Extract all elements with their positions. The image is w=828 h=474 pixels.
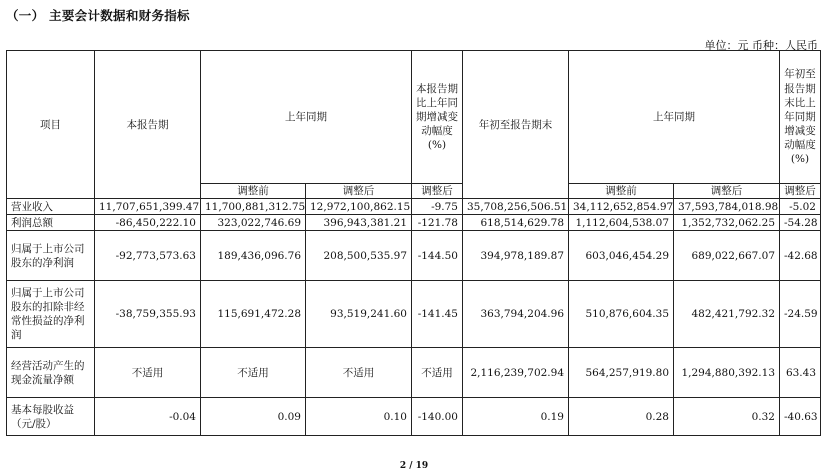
header-row-1 (7, 51, 821, 184)
header-before-adjustment-ytd: 调整前 (569, 184, 674, 199)
table-row (7, 348, 821, 398)
cell-ytd: 2,116,239,702.94 (463, 348, 569, 398)
header-change-ytd: 年初至报告期末比上年同期增减变动幅度(%) (780, 51, 821, 184)
cell-ytd: 0.19 (463, 398, 569, 436)
cell-ytd-change: -54.28 (780, 215, 821, 231)
header-after-adjustment-ytd: 调整后 (674, 184, 780, 199)
cell-prev-before: 0.09 (201, 398, 306, 436)
table-row (7, 281, 821, 348)
cell-prev-after: 93,519,241.60 (306, 281, 412, 348)
cell-prev-before: 不适用 (201, 348, 306, 398)
cell-change: 不适用 (412, 348, 463, 398)
cell-ytd-change: -42.68 (780, 231, 821, 281)
cell-ytd-prev-before: 0.28 (569, 398, 674, 436)
header-after-adjustment-ytd-change: 调整后 (780, 184, 821, 199)
cell-current: 11,707,651,399.47 (95, 199, 201, 215)
row-label: 营业收入 (7, 199, 95, 215)
table-row (7, 215, 821, 231)
cell-prev-before: 323,022,746.69 (201, 215, 306, 231)
table-row (7, 231, 821, 281)
table-row (7, 199, 821, 215)
cell-prev-before: 189,436,096.76 (201, 231, 306, 281)
header-after-adjustment: 调整后 (306, 184, 412, 199)
header-ytd: 年初至报告期末 (463, 51, 569, 199)
cell-ytd-prev-after: 1,352,732,062.25 (674, 215, 780, 231)
cell-ytd: 394,978,189.87 (463, 231, 569, 281)
row-label: 归属于上市公司股东的净利润 (7, 231, 95, 281)
cell-prev-after: 不适用 (306, 348, 412, 398)
cell-current: 不适用 (95, 348, 201, 398)
header-change-current: 本报告期比上年同期增减变动幅度(%) (412, 51, 463, 184)
cell-change: -9.75 (412, 199, 463, 215)
cell-ytd-change: 63.43 (780, 348, 821, 398)
cell-prev-after: 12,972,100,862.15 (306, 199, 412, 215)
cell-change: -140.00 (412, 398, 463, 436)
cell-ytd-change: -5.02 (780, 199, 821, 215)
cell-change: -144.50 (412, 231, 463, 281)
cell-change: -141.45 (412, 281, 463, 348)
header-current-period: 本报告期 (95, 51, 201, 199)
cell-ytd-change: -40.63 (780, 398, 821, 436)
cell-current: -38,759,355.93 (95, 281, 201, 348)
cell-ytd: 35,708,256,506.51 (463, 199, 569, 215)
row-label: 基本每股收益（元/股） (7, 398, 95, 436)
section-title: （一） 主要会计数据和财务指标 (6, 8, 190, 23)
cell-ytd-prev-before: 34,112,652,854.97 (569, 199, 674, 215)
cell-ytd: 618,514,629.78 (463, 215, 569, 231)
page-number: 2 / 19 (399, 461, 429, 471)
row-label: 归属于上市公司股东的扣除非经常性损益的净利润 (7, 281, 95, 348)
unit-currency-line: 单位：元 币种：人民币 (704, 39, 818, 52)
cell-ytd-prev-after: 689,022,667.07 (674, 231, 780, 281)
row-label: 经营活动产生的现金流量净额 (7, 348, 95, 398)
cell-prev-before: 115,691,472.28 (201, 281, 306, 348)
cell-change: -121.78 (412, 215, 463, 231)
cell-ytd-prev-before: 564,257,919.80 (569, 348, 674, 398)
cell-current: -0.04 (95, 398, 201, 436)
cell-ytd: 363,794,204.96 (463, 281, 569, 348)
cell-ytd-change: -24.59 (780, 281, 821, 348)
header-before-adjustment: 调整前 (201, 184, 306, 199)
cell-ytd-prev-after: 482,421,792.32 (674, 281, 780, 348)
table-row (7, 398, 821, 436)
cell-ytd-prev-before: 1,112,604,538.07 (569, 215, 674, 231)
header-prior-year-same-period-ytd: 上年同期 (569, 51, 780, 184)
header-after-adjustment-change: 调整后 (412, 184, 463, 199)
cell-current: -86,450,222.10 (95, 215, 201, 231)
cell-current: -92,773,573.63 (95, 231, 201, 281)
cell-ytd-prev-before: 603,046,454.29 (569, 231, 674, 281)
cell-prev-after: 0.10 (306, 398, 412, 436)
cell-prev-after: 208,500,535.97 (306, 231, 412, 281)
cell-prev-after: 396,943,381.21 (306, 215, 412, 231)
financial-data-table (6, 50, 821, 436)
cell-prev-before: 11,700,881,312.75 (201, 199, 306, 215)
cell-ytd-prev-before: 510,876,604.35 (569, 281, 674, 348)
header-item: 项目 (7, 51, 95, 199)
header-prior-year-same-period: 上年同期 (201, 51, 412, 184)
cell-ytd-prev-after: 1,294,880,392.13 (674, 348, 780, 398)
cell-ytd-prev-after: 37,593,784,018.98 (674, 199, 780, 215)
cell-ytd-prev-after: 0.32 (674, 398, 780, 436)
row-label: 利润总额 (7, 215, 95, 231)
